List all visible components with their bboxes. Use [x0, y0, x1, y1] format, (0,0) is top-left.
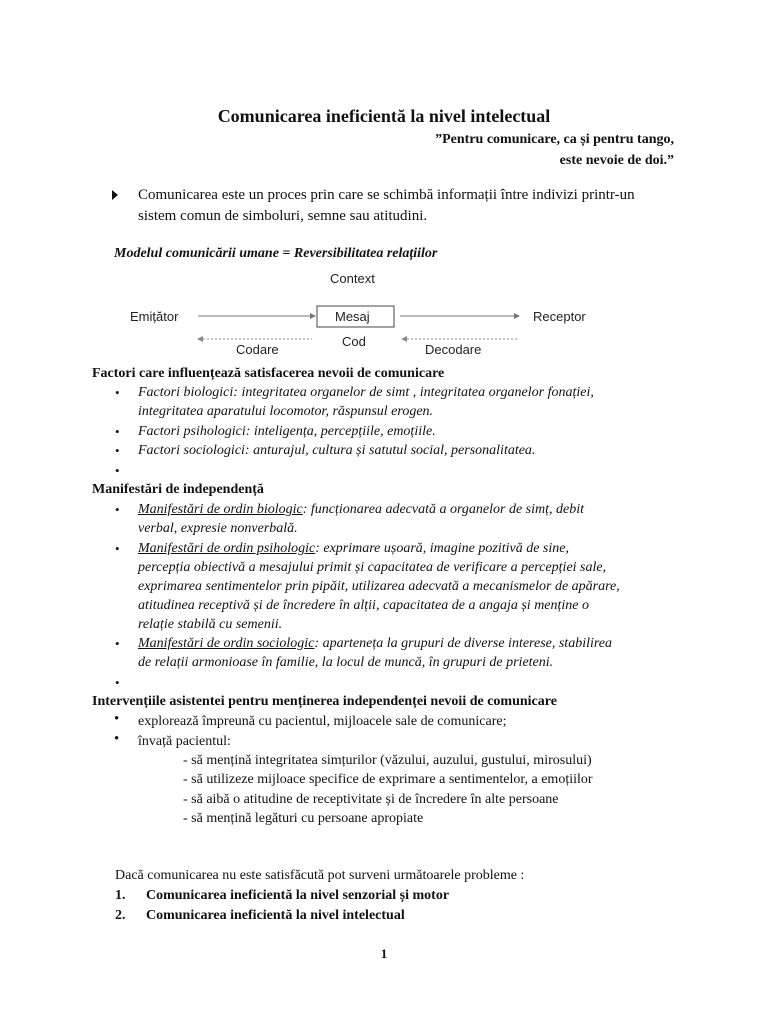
independence-heading: Manifestări de independență: [92, 482, 264, 497]
psychological-text: exprimarea sentimentelor prin pipăit, utilizarea adecvată a mecanismelor de apărare,: [138, 579, 620, 594]
arrowhead-icon: [197, 336, 203, 342]
intervention-item: explorează împreună cu pacientul, mijloacele sale de comunicare;: [138, 714, 507, 729]
factor-item: Factori psihologici: inteligența, percepțiile, emoțiile.: [138, 424, 436, 439]
sociological-text: : aparteneța la grupuri de diverse interese, stabilirea: [314, 636, 613, 651]
context-label: Context: [330, 271, 375, 286]
decoding-label: Decodare: [425, 342, 482, 357]
biological-manifestations: [138, 502, 584, 518]
intervention-subitem: - să aibă o atitudine de receptivitate și de încredere în alte persoane: [183, 792, 559, 807]
factor-item: Factori biologici: integritatea organelor de simt , integritatea organelor fonației,: [138, 385, 594, 400]
bullet-icon: •: [115, 385, 120, 400]
intro-text: sistem comun de simboluri, semne sau atitudini.: [138, 208, 428, 224]
factor-item: Factori sociologici: anturajul, cultura și satutul social, personalitatea.: [138, 443, 536, 458]
bullet-icon: •: [115, 463, 120, 478]
page-number: 1: [380, 946, 388, 961]
page-title: Comunicarea ineficientă la nivel intelectual: [217, 106, 551, 126]
bullet-icon: •: [115, 541, 120, 556]
bullet-icon: •: [114, 731, 120, 747]
factor-item: integritatea aparatului locomotor, răspunsul erogen.: [138, 404, 434, 419]
intervention-item: învață pacientul:: [138, 734, 231, 749]
intervention-subitem: - să mențină legături cu persoane apropiate: [183, 811, 424, 826]
sociological-manifestations: [138, 636, 612, 652]
psychological-label: Manifestări de ordin psihologic: [138, 541, 316, 556]
intro-text: Comunicarea este un proces prin care se schimbă informații între indivizi printr-un: [138, 187, 635, 203]
arrowhead-icon: [401, 336, 407, 342]
sender-label: Emițător: [130, 309, 179, 324]
bullet-icon: •: [114, 711, 120, 727]
interventions-heading: Intervențiile asistentei pentru menținerea independenței nevoii de comunicare: [92, 694, 557, 709]
biological-text: verbal, expresie nonverbală.: [138, 521, 298, 536]
bullet-icon: •: [115, 675, 120, 690]
psychological-text: relație stabilă cu semenii.: [138, 617, 283, 632]
code-label: Cod: [342, 334, 366, 349]
bullet-icon: •: [115, 502, 120, 517]
intervention-subitem: - să mențină integritatea simțurilor (văzului, auzului, gustului, mirosului): [183, 753, 592, 768]
motto-line: ”Pentru comunicare, ca și pentru tango,: [435, 132, 674, 147]
encoding-label: Codare: [236, 342, 279, 357]
receiver-label: Receptor: [533, 309, 586, 324]
arrowhead-icon: [514, 313, 520, 319]
problems-intro: Dacă comunicarea nu este satisfăcută pot surveni următoarele probleme :: [115, 868, 525, 883]
problem-item: Comunicarea ineficientă la nivel senzorial și motor: [146, 888, 450, 903]
psychological-manifestations: [138, 541, 569, 557]
triangle-bullet-icon: [112, 190, 118, 200]
biological-text: : funcționarea adecvată a organelor de simț, debit: [302, 502, 584, 517]
list-number: 1.: [115, 888, 126, 903]
biological-label: Manifestări de ordin biologic: [138, 502, 303, 517]
list-number: 2.: [115, 908, 126, 923]
psychological-text: atitudinea receptivă și de încredere în alții, capacitatea de a angaja și menține o: [138, 598, 590, 613]
arrowhead-icon: [310, 313, 316, 319]
psychological-text: percepția obiectivă a mesajului primit și capacitatea de verificare a percepției sale,: [138, 560, 607, 575]
bullet-icon: •: [115, 636, 120, 651]
psychological-text: : exprimare ușoară, imagine pozitivă de sine,: [315, 541, 569, 556]
bullet-icon: •: [115, 424, 120, 439]
sociological-label: Manifestări de ordin sociologic: [138, 636, 315, 651]
bullet-icon: •: [115, 443, 120, 458]
sociological-text: de relații armonioase în familie, la locul de muncă, în grupuri de prieteni.: [138, 655, 554, 670]
intervention-subitem: - să utilizeze mijloace specifice de exprimare a sentimentelor, a emoțiilor: [183, 772, 593, 787]
problem-item: Comunicarea ineficientă la nivel intelectual: [146, 908, 405, 923]
message-label: Mesaj: [335, 309, 370, 324]
model-heading: Modelul comunicării umane = Reversibilitatea relațiilor: [114, 246, 438, 261]
motto-line: este nevoie de doi.”: [559, 153, 674, 168]
factors-heading: Factori care influențează satisfacerea nevoii de comunicare: [92, 366, 445, 381]
communication-model-diagram: [0, 262, 768, 362]
